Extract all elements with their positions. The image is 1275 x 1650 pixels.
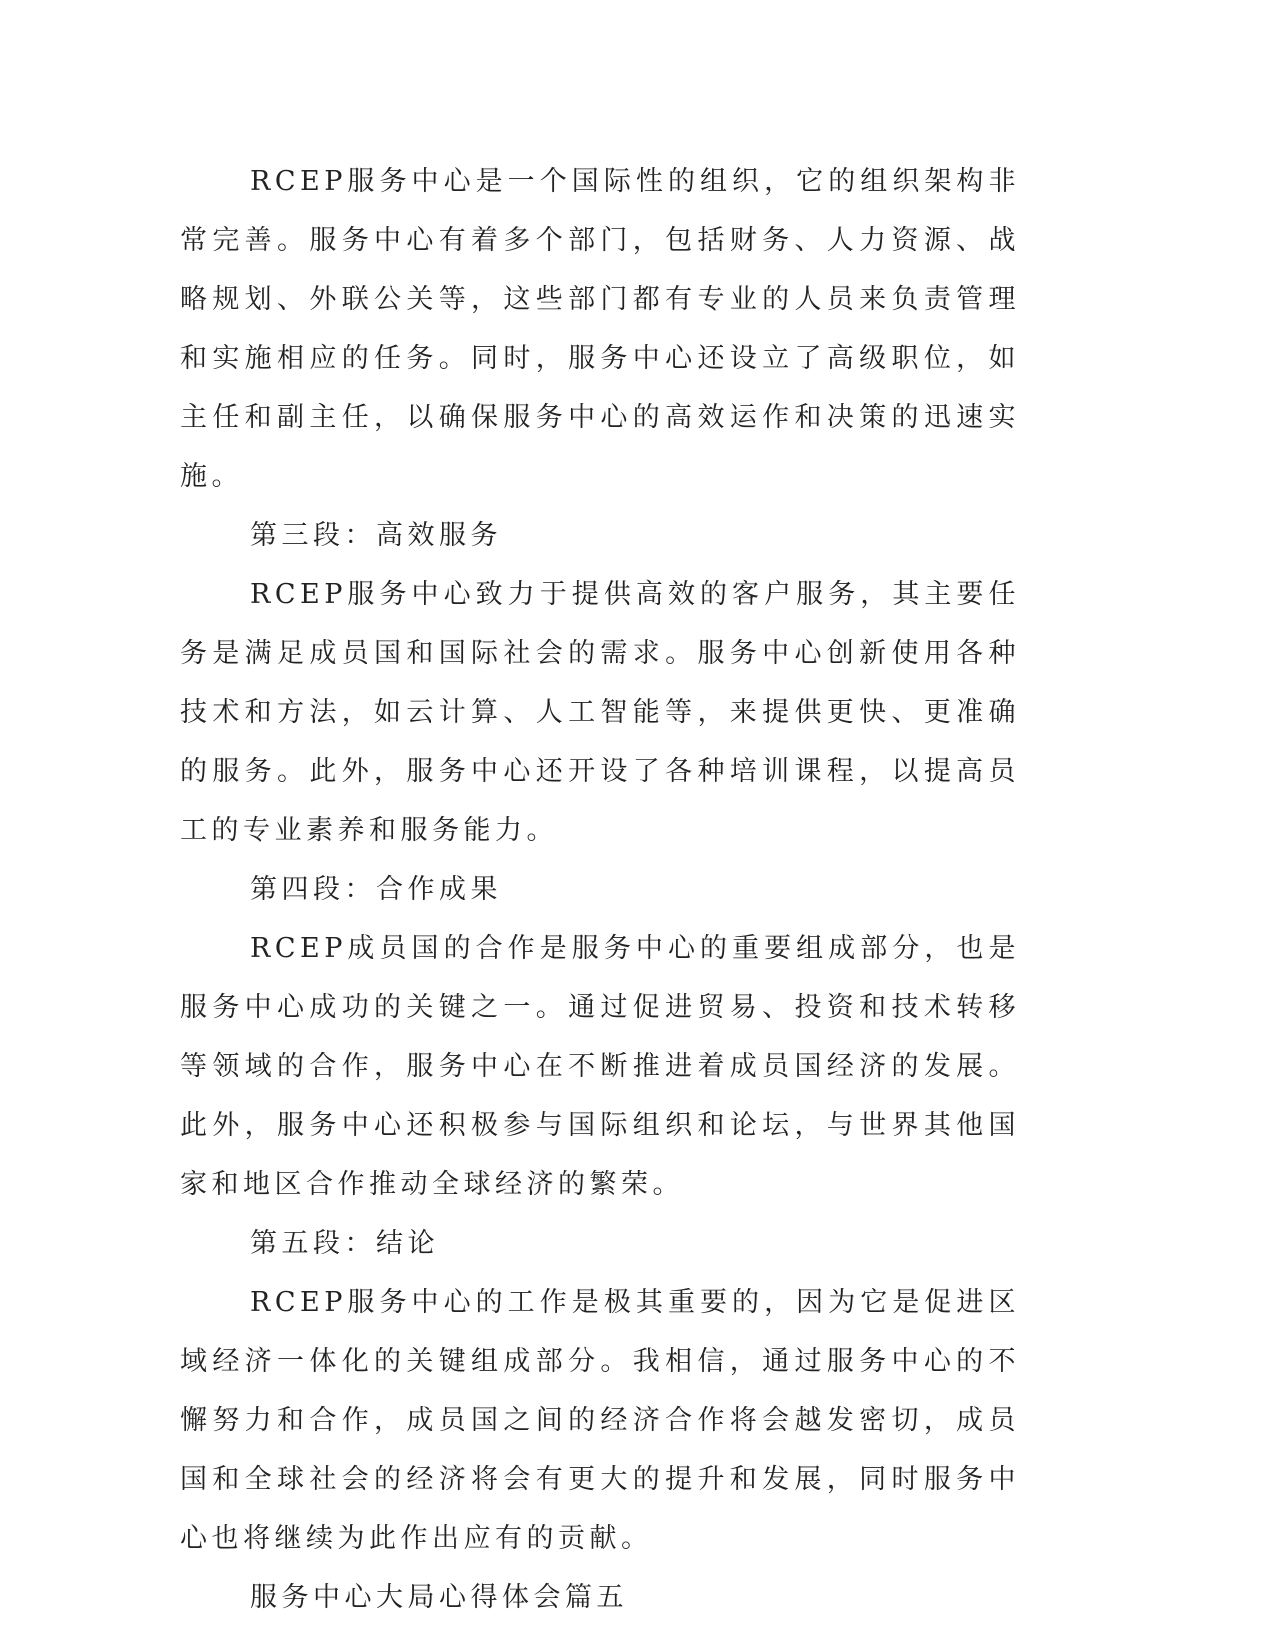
section-heading-3: 第三段：高效服务 bbox=[250, 520, 502, 551]
section-heading-4: 第四段：合作成果 bbox=[250, 874, 502, 905]
paragraph-conclusion: RCEP服务中心的工作是极其重要的，因为它是促进区域经济一体化的关键组成部分。我相信，通过服务中心的不懈努力和合作，成员国之间的经济合作将会越发密切，成员国和全球社会的经济将会有更大的提升和发展，同时服务中心也将继续为此作出应有的贡献。 bbox=[180, 1287, 1020, 1554]
paragraph-efficient-service: RCEP服务中心致力于提供高效的客户服务，其主要任务是满足成员国和国际社会的需求。服务中心创新使用各种技术和方法，如云计算、人工智能等，来提供更快、更准确的服务。此外，服务中心还开设了各种培训课程，以提高员工的专业素养和服务能力。 bbox=[180, 579, 1020, 846]
next-article-heading: 服务中心大局心得体会篇五 bbox=[250, 1582, 628, 1613]
section-heading-5: 第五段：结论 bbox=[250, 1228, 439, 1259]
paragraph-organization: RCEP服务中心是一个国际性的组织，它的组织架构非常完善。服务中心有着多个部门，包括财务、人力资源、战略规划、外联公关等，这些部门都有专业的人员来负责管理和实施相应的任务。同时，服务中心还设立了高级职位，如主任和副主任，以确保服务中心的高效运作和决策的迅速实施。 bbox=[180, 166, 1020, 492]
document-body bbox=[180, 152, 1020, 1627]
paragraph-cooperation: RCEP成员国的合作是服务中心的重要组成部分，也是服务中心成功的关键之一。通过促进贸易、投资和技术转移等领域的合作，服务中心在不断推进着成员国经济的发展。此外，服务中心还积极参与国际组织和论坛，与世界其他国家和地区合作推动全球经济的繁荣。 bbox=[180, 933, 1020, 1200]
